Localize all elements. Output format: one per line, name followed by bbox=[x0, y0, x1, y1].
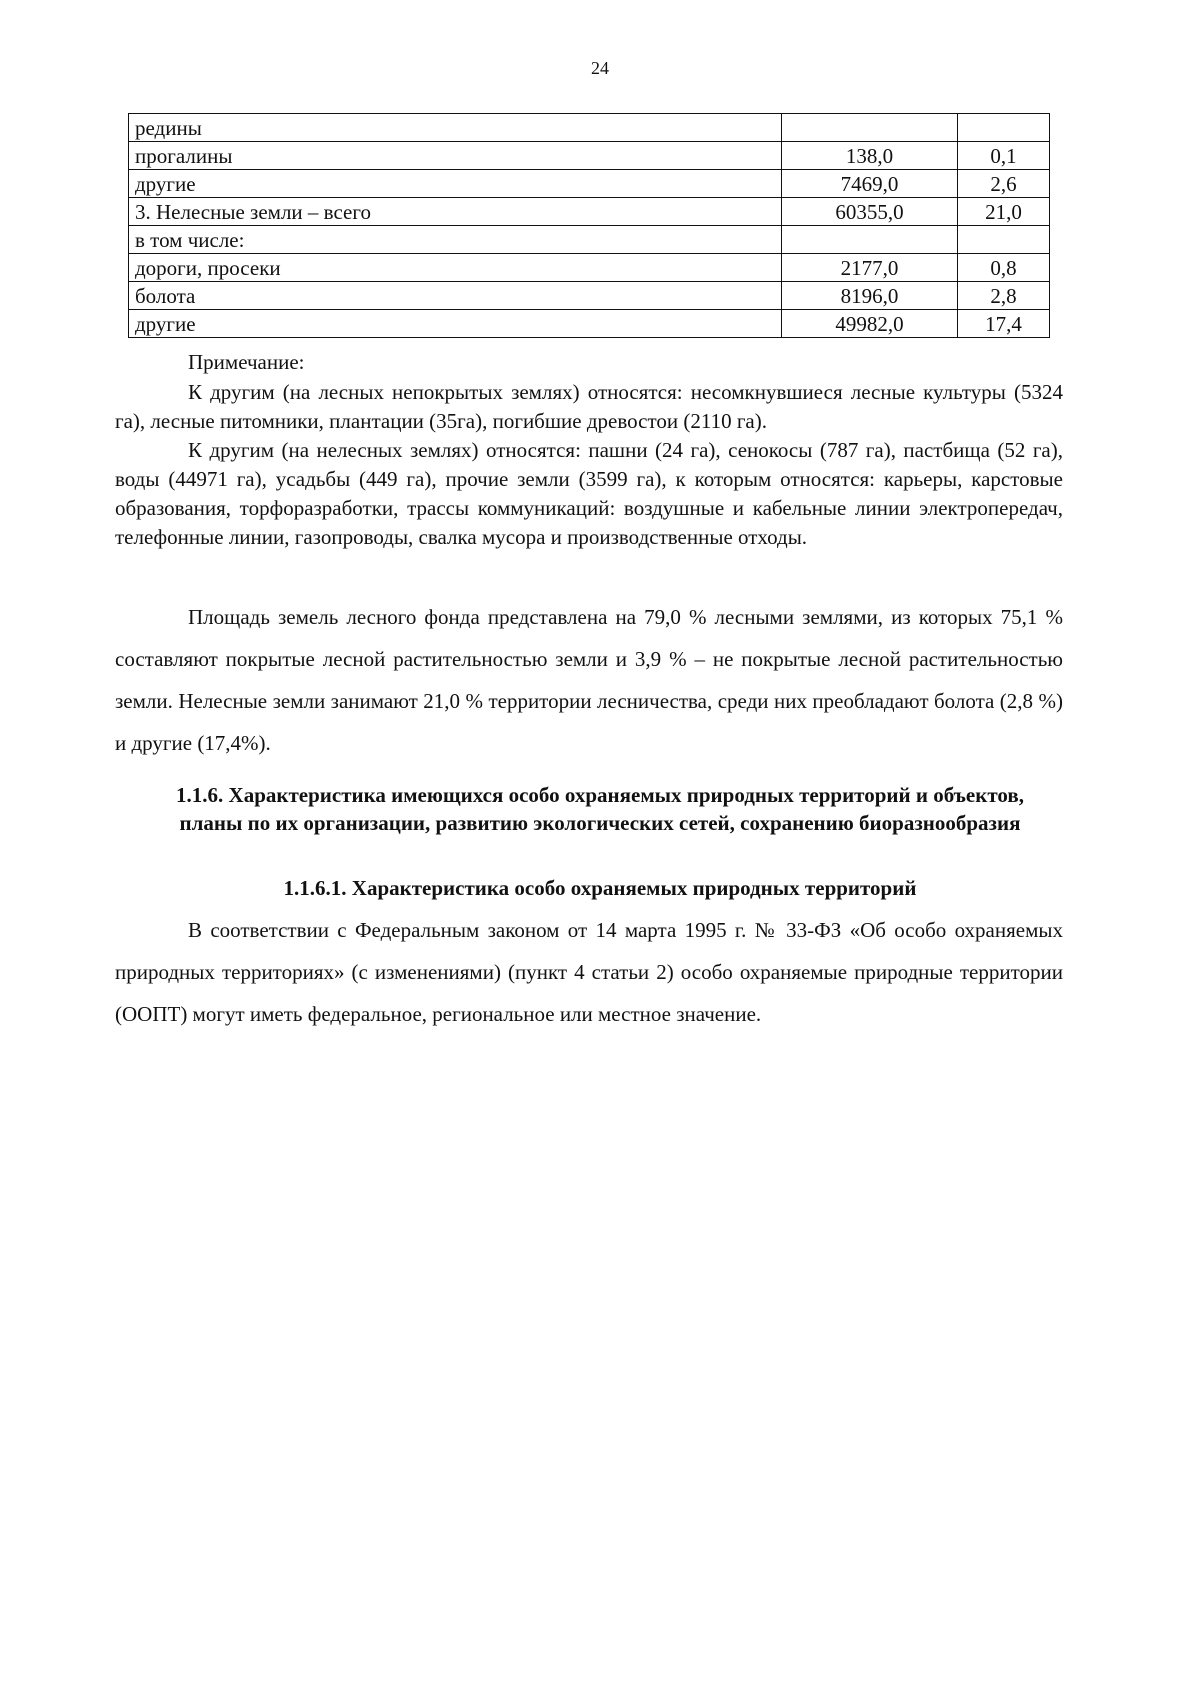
table-row bbox=[129, 170, 1050, 198]
page-number: 24 bbox=[591, 58, 609, 78]
row-area: 7469,0 bbox=[782, 170, 958, 198]
row-area bbox=[782, 226, 958, 254]
land-area-table bbox=[128, 113, 1050, 338]
table-row bbox=[129, 282, 1050, 310]
row-percent: 0,8 bbox=[958, 254, 1050, 282]
row-percent: 2,6 bbox=[958, 170, 1050, 198]
oopt-law-paragraph: В соответствии с Федеральным законом от 14 марта 1995 г. № 33-ФЗ «Об особо охраняемых природных территориях» (с изменениями) (пункт 4 статьи 2) особо охраняемые природные территории (ООПТ) могут иметь федеральное, региональное или местное значение. bbox=[115, 918, 1063, 1026]
row-percent: 17,4 bbox=[958, 310, 1050, 338]
table-row bbox=[129, 114, 1050, 142]
table-row bbox=[129, 254, 1050, 282]
row-area: 8196,0 bbox=[782, 282, 958, 310]
row-area: 60355,0 bbox=[782, 198, 958, 226]
row-name: редины bbox=[129, 114, 782, 142]
table-row bbox=[129, 310, 1050, 338]
row-area: 138,0 bbox=[782, 142, 958, 170]
row-area: 2177,0 bbox=[782, 254, 958, 282]
table-row bbox=[129, 198, 1050, 226]
land-fund-paragraph: Площадь земель лесного фонда представлена на 79,0 % лесными землями, из которых 75,1 % составляют покрытые лесной растительностью земли и 3,9 % – не покрытые лесной растительностью земли. Нелесные земли занимают 21,0 % территории лесничества, среди них преобладают болота (2,8 %) и другие (17,4%). bbox=[115, 605, 1063, 755]
row-name: болота bbox=[129, 282, 782, 310]
table-row bbox=[129, 142, 1050, 170]
row-area: 49982,0 bbox=[782, 310, 958, 338]
section-heading: 1.1.6. Характеристика имеющихся особо охраняемых природных территорий и объектов, планы по их организации, развитию экологических сетей, сохранению биоразнообразия bbox=[176, 783, 1024, 835]
row-name: в том числе: bbox=[129, 226, 782, 254]
row-area bbox=[782, 114, 958, 142]
row-percent bbox=[958, 114, 1050, 142]
row-percent bbox=[958, 226, 1050, 254]
row-name: прогалины bbox=[129, 142, 782, 170]
row-percent: 21,0 bbox=[958, 198, 1050, 226]
row-percent: 0,1 bbox=[958, 142, 1050, 170]
row-name: другие bbox=[129, 310, 782, 338]
row-percent: 2,8 bbox=[958, 282, 1050, 310]
note-paragraph-forest-lands: К другим (на лесных непокрытых землях) относятся: несомкнувшиеся лесные культуры (5324 га), лесные питомники, плантации (35га), погибшие древостои (2110 га). bbox=[115, 380, 1063, 433]
subsection-heading: 1.1.6.1. Характеристика особо охраняемых природных территорий bbox=[283, 876, 917, 900]
note-paragraph-nonforest-lands: К другим (на нелесных землях) относятся: пашни (24 га), сенокосы (787 га), пастбища (52 га), воды (44971 га), усадьбы (449 га), прочие земли (3599 га), к которым относятся: карьеры, карстовые образования, торфоразработки, трассы коммуникаций: воздушные и кабельные линии электропередач, телефонные линии, газопроводы, свалка мусора и производственные отходы. bbox=[115, 438, 1063, 549]
row-name: другие bbox=[129, 170, 782, 198]
row-name: 3. Нелесные земли – всего bbox=[129, 198, 782, 226]
table-row bbox=[129, 226, 1050, 254]
note-title: Примечание: bbox=[188, 350, 305, 374]
row-name: дороги, просеки bbox=[129, 254, 782, 282]
